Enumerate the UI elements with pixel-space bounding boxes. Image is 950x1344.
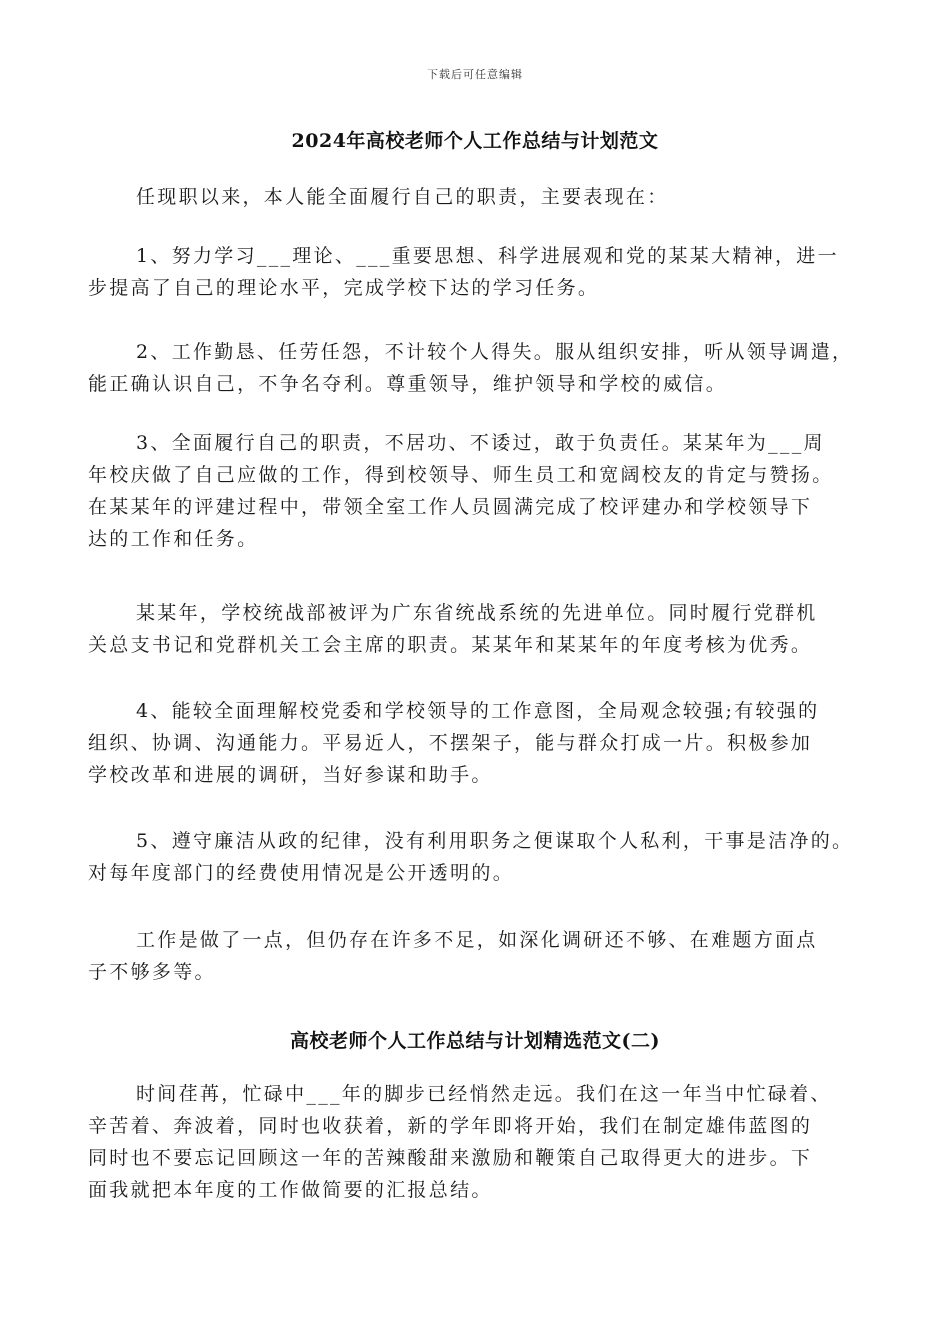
paragraph-intro [88, 181, 878, 213]
paragraph-line: 任现职以来，本人能全面履行自己的职责，主要表现在： [136, 186, 669, 208]
paragraph-item-5 [88, 825, 878, 889]
paragraph-line: 学校改革和进展的调研，当好参谋和助手。 [88, 764, 493, 786]
paragraph-line: 组织、协调、沟通能力。平易近人，不摆架子，能与群众打成一片。积极参加 [88, 732, 813, 754]
paragraph-second-intro [88, 1078, 878, 1206]
paragraph-item-1 [88, 240, 878, 304]
paragraph-line: 3、全面履行自己的职责，不居功、不诿过，敢于负责任。某某年为___周 [136, 432, 825, 454]
paragraph-line: 能正确认识自己，不争名夺利。尊重领导，维护领导和学校的威信。 [88, 373, 728, 395]
paragraph-line: 对每年度部门的经费使用情况是公开透明的。 [88, 862, 515, 884]
paragraph-line: 1、努力学习___理论、___重要思想、科学进展观和党的某某大精神，进一 [136, 245, 839, 267]
paragraph-line: 2、工作勤恳、任劳任怨，不计较个人得失。服从组织安排，听从领导调遣， [136, 341, 854, 363]
paragraph-line: 4、能较全面理解校党委和学校领导的工作意图，全局观念较强;有较强的 [136, 700, 820, 722]
paragraph-item-3 [88, 427, 878, 555]
paragraph-line: 关总支书记和党群机关工会主席的职责。某某年和某某年的年度考核为优秀。 [88, 634, 813, 656]
paragraph-item-4 [88, 695, 878, 791]
paragraph-item-2 [88, 336, 878, 400]
paragraph-line: 面我就把本年度的工作做简要的汇报总结。 [88, 1179, 493, 1201]
paragraph-line: 时间荏苒，忙碌中___年的脚步已经悄然走远。我们在这一年当中忙碌着、 [136, 1083, 832, 1105]
paragraph-line: 辛苦着、奔波着，同时也收获着，新的学年即将开始，我们在制定雄伟蓝图的 [88, 1115, 813, 1137]
paragraph-line: 同时也不要忘记回顾这一年的苦辣酸甜来激励和鞭策自己取得更大的进步。下 [88, 1147, 813, 1169]
paragraph-line: 子不够多等。 [88, 961, 216, 983]
section-title: 高校老师个人工作总结与计划精选范文(二) [290, 1030, 660, 1052]
paragraph-line: 达的工作和任务。 [88, 528, 259, 550]
paragraph-line: 步提高了自己的理论水平，完成学校下达的学习任务。 [88, 277, 600, 299]
document-title: 2024年高校老师个人工作总结与计划范文 [291, 130, 659, 152]
paragraph-unit-honor [88, 597, 878, 661]
paragraph-shortcomings [88, 924, 878, 988]
paragraph-line: 年校庆做了自己应做的工作，得到校领导、师生员工和宽阔校友的肯定与赞扬。 [88, 464, 834, 486]
paragraph-line: 工作是做了一点，但仍存在许多不足，如深化调研还不够、在难题方面点 [136, 929, 818, 951]
page-header-note: 下载后可任意编辑 [427, 68, 523, 81]
paragraph-line: 在某某年的评建过程中，带领全室工作人员圆满完成了校评建办和学校领导下 [88, 496, 813, 518]
paragraph-line: 某某年，学校统战部被评为广东省统战系统的先进单位。同时履行党群机 [136, 602, 818, 624]
paragraph-line: 5、遵守廉洁从政的纪律，没有利用职务之便谋取个人私利，干事是洁净的。 [136, 830, 854, 852]
